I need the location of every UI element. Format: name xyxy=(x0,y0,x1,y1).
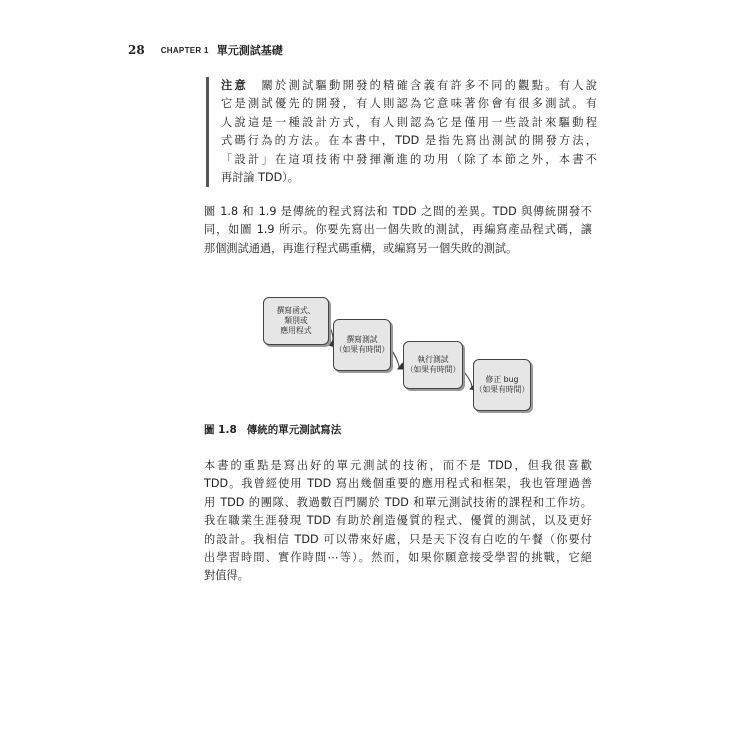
flow-arrows xyxy=(200,285,600,420)
body-line: 用 TDD 的團隊、教過數百門關於 TDD 和單元測試技術的課程和工作坊。 xyxy=(204,495,592,509)
note-line: 人說這是一種設計方式，有人則認為它是僅用一些設計來驅動程 xyxy=(221,115,597,129)
figure-number: 圖 1.8 xyxy=(204,424,237,436)
diagram-step: 撰寫函式、 類別或 應用程式 xyxy=(263,297,329,345)
chapter-label: CHAPTER 1 xyxy=(160,45,209,55)
page-header xyxy=(128,42,283,58)
body-line: TDD。我曾經使用 TDD 寫出幾個重要的應用程式和框架，我也管理過善 xyxy=(204,477,592,491)
body-line: 圖 1.8 和 1.9 是傳統的程式寫法和 TDD 之間的差異。TDD 與傳統開發不 xyxy=(204,205,592,218)
body-line: 對值得。 xyxy=(204,569,249,583)
body-line: 那個測試通過，再進行程式碼重構，或編寫另一個失敗的測試。 xyxy=(204,241,518,255)
note-line xyxy=(221,77,597,95)
body-line: 同，如圖 1.9 所示。你要先寫出一個失敗的測試，再編寫產品程式碼，讓 xyxy=(204,223,592,237)
note-line: 它是測試優先的開發，有人則認為它意味著你會有很多測試。有 xyxy=(221,97,597,111)
flow-arrow xyxy=(390,347,399,369)
note-text: 關於測試驅動開發的精確含義有許多不同的觀點。有人說 xyxy=(261,79,597,92)
note-label: 注意 xyxy=(221,79,249,92)
diagram-step: 修正 bug （如果有時間） xyxy=(473,359,531,411)
chapter-title: 單元測試基礎 xyxy=(216,44,283,57)
page-number: 28 xyxy=(128,43,145,57)
diagram-step: 執行測試 （如果有時間） xyxy=(403,341,463,389)
figure-caption-text: 傳統的單元測試寫法 xyxy=(246,424,342,436)
note-line: 再討論 TDD）。 xyxy=(221,171,299,185)
body-line: 我在職業生涯發現 TDD 有助於創造優質的程式、優質的測試，以及更好 xyxy=(204,514,592,528)
flow-diagram xyxy=(200,285,600,420)
diagram-step: 撰寫測試 （如果有時間） xyxy=(333,319,391,371)
note-line: 「設計」在這項技術中發揮漸進的功用（除了本節之外，本書不 xyxy=(221,152,597,166)
paragraph-2 xyxy=(204,457,592,586)
body-line: 出學習時間、實作時間⋯等）。然而，如果你願意接受學習的挑戰，它絕 xyxy=(204,551,592,565)
figure-caption xyxy=(204,422,341,437)
flow-arrow xyxy=(462,369,472,389)
note-line: 式碼行為的方法。在本書中，TDD 是指先寫出測試的開發方法， xyxy=(221,134,597,148)
paragraph-1 xyxy=(204,203,592,258)
body-line: 本書的重點是寫出好的單元測試的技術，而不是 TDD，但我很喜歡 xyxy=(204,459,592,472)
body-line: 的設計。我相信 TDD 可以帶來好處，只是天下沒有白吃的午餐（你要付 xyxy=(204,532,592,546)
note-box xyxy=(206,77,597,187)
